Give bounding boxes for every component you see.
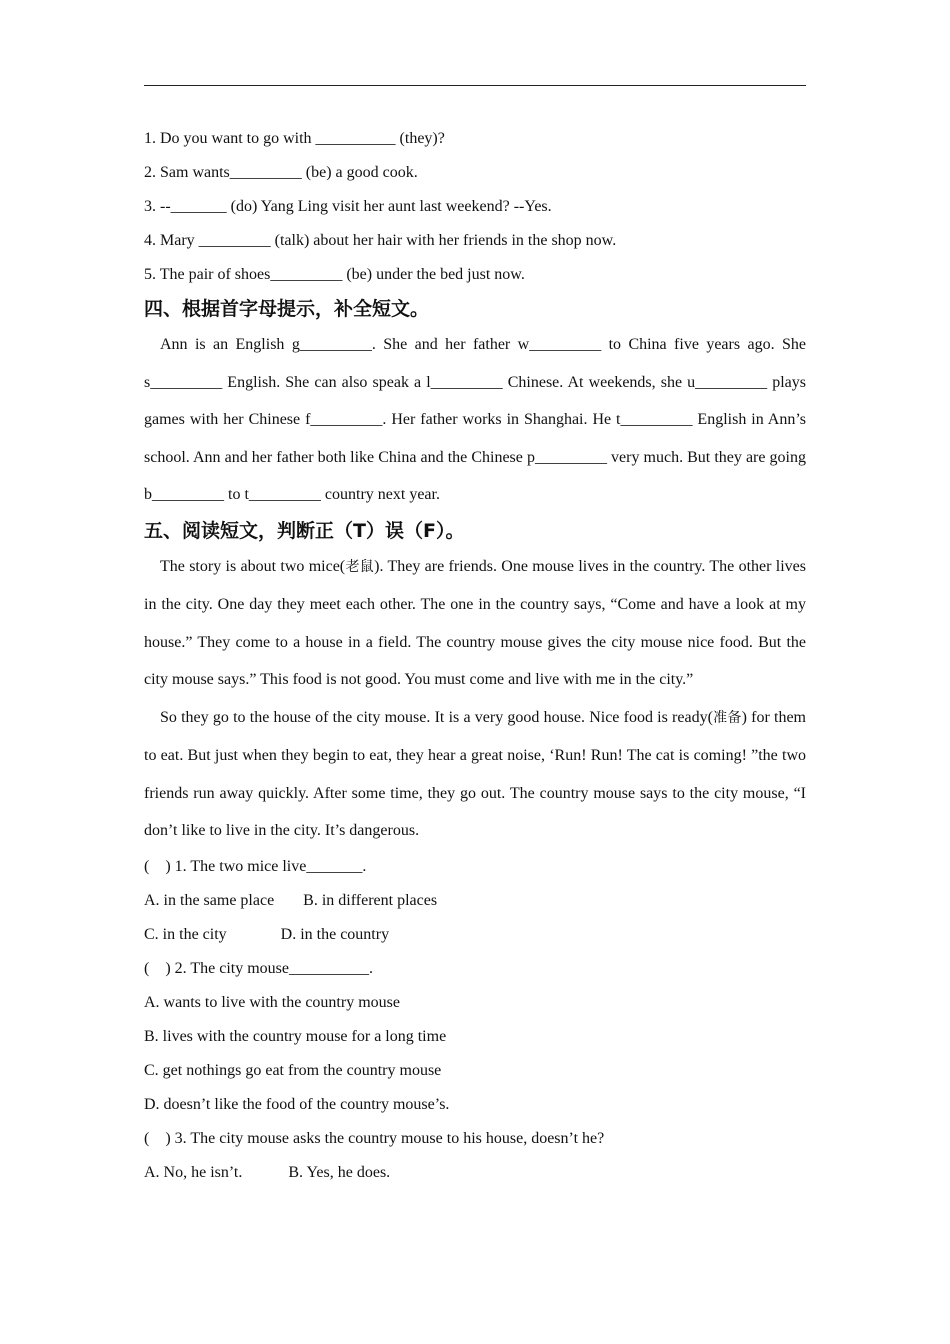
reading-paragraph-2 bbox=[144, 699, 806, 850]
q2-option-a: A. wants to live with the country mouse bbox=[144, 993, 400, 1011]
exercise-item-5: 5. The pair of shoes_________ (be) under the bed just now. bbox=[144, 266, 525, 283]
exercise-item-2: 2. Sam wants_________ (be) a good cook. bbox=[144, 164, 418, 181]
q1-option-c: C. in the city bbox=[144, 925, 227, 943]
header-rule bbox=[144, 85, 806, 86]
exercise-item-4: 4. Mary _________ (talk) about her hair with her friends in the shop now. bbox=[144, 232, 617, 249]
question-2-stem: ( ) 2. The city mouse__________. bbox=[144, 959, 374, 977]
q2-option-d: D. doesn’t like the food of the country mouse’s. bbox=[144, 1095, 450, 1113]
reading-p2-text-b: ) for them to eat. But just when they begin to eat, they hear a great noise, ‘Run! Run! The cat is coming! ”the two friends run away quickly. After some time, they go out. The country mouse says to the city mouse, “I don’t like to live in the city. It’s dangerous. bbox=[144, 708, 806, 839]
question-1-options-cd bbox=[144, 918, 806, 952]
reading-p2-gloss: 准备 bbox=[712, 709, 742, 726]
worksheet-content bbox=[144, 122, 806, 1190]
q1-option-a: A. in the same place bbox=[144, 891, 275, 909]
question-1-options-ab bbox=[144, 884, 806, 918]
q2-option-c: C. get nothings go eat from the country mouse bbox=[144, 1061, 442, 1079]
reading-p1-gloss: 老鼠 bbox=[345, 558, 375, 575]
question-1-stem: ( ) 1. The two mice live_______. bbox=[144, 857, 367, 875]
q1-option-d: D. in the country bbox=[280, 925, 390, 943]
q3-option-b: B. Yes, he does. bbox=[288, 1163, 391, 1181]
q2-option-b: B. lives with the country mouse for a long time bbox=[144, 1027, 447, 1045]
section-5-heading: 五、阅读短文，判断正（T）误（F）。 bbox=[144, 519, 465, 542]
q3-option-a: A. No, he isn’t. bbox=[144, 1163, 243, 1181]
exercise-item-1: 1. Do you want to go with __________ (they)? bbox=[144, 130, 445, 147]
reading-paragraph-1 bbox=[144, 548, 806, 699]
cloze-passage: Ann is an English g_________. She and her father w_________ to China five years ago. She s_________ English. She can also speak a l_________ Chinese. At weekends, she u_________ plays games with her Chinese f_________. Her father works in Shanghai. He t_________ English in Ann’s school. Ann and her father both like China and the Chinese p_________ very much. But they are going b_________ to t_________ country next year. bbox=[144, 336, 806, 503]
question-3-options bbox=[144, 1156, 806, 1190]
exercise-item-3: 3. --_______ (do) Yang Ling visit her aunt last weekend? --Yes. bbox=[144, 198, 552, 215]
q1-option-b: B. in different places bbox=[303, 891, 438, 909]
reading-p1-text-b: ). They are friends. One mouse lives in the country. The other lives in the city. One day they meet each other. The one in the country says, “Come and have a look at my house.” They come to a house in a field. The country mouse gives the city mouse nice food. But the city mouse says.” This food is not good. You must come and live with me in the city.” bbox=[144, 557, 807, 688]
section-4-heading: 四、根据首字母提示，补全短文。 bbox=[144, 298, 430, 320]
reading-p1-text-a: The story is about two mice( bbox=[160, 557, 346, 575]
reading-p2-text-a: So they go to the house of the city mouse. It is a very good house. Nice food is ready( bbox=[160, 708, 713, 726]
question-3-stem: ( ) 3. The city mouse asks the country mouse to his house, doesn’t he? bbox=[144, 1129, 605, 1147]
